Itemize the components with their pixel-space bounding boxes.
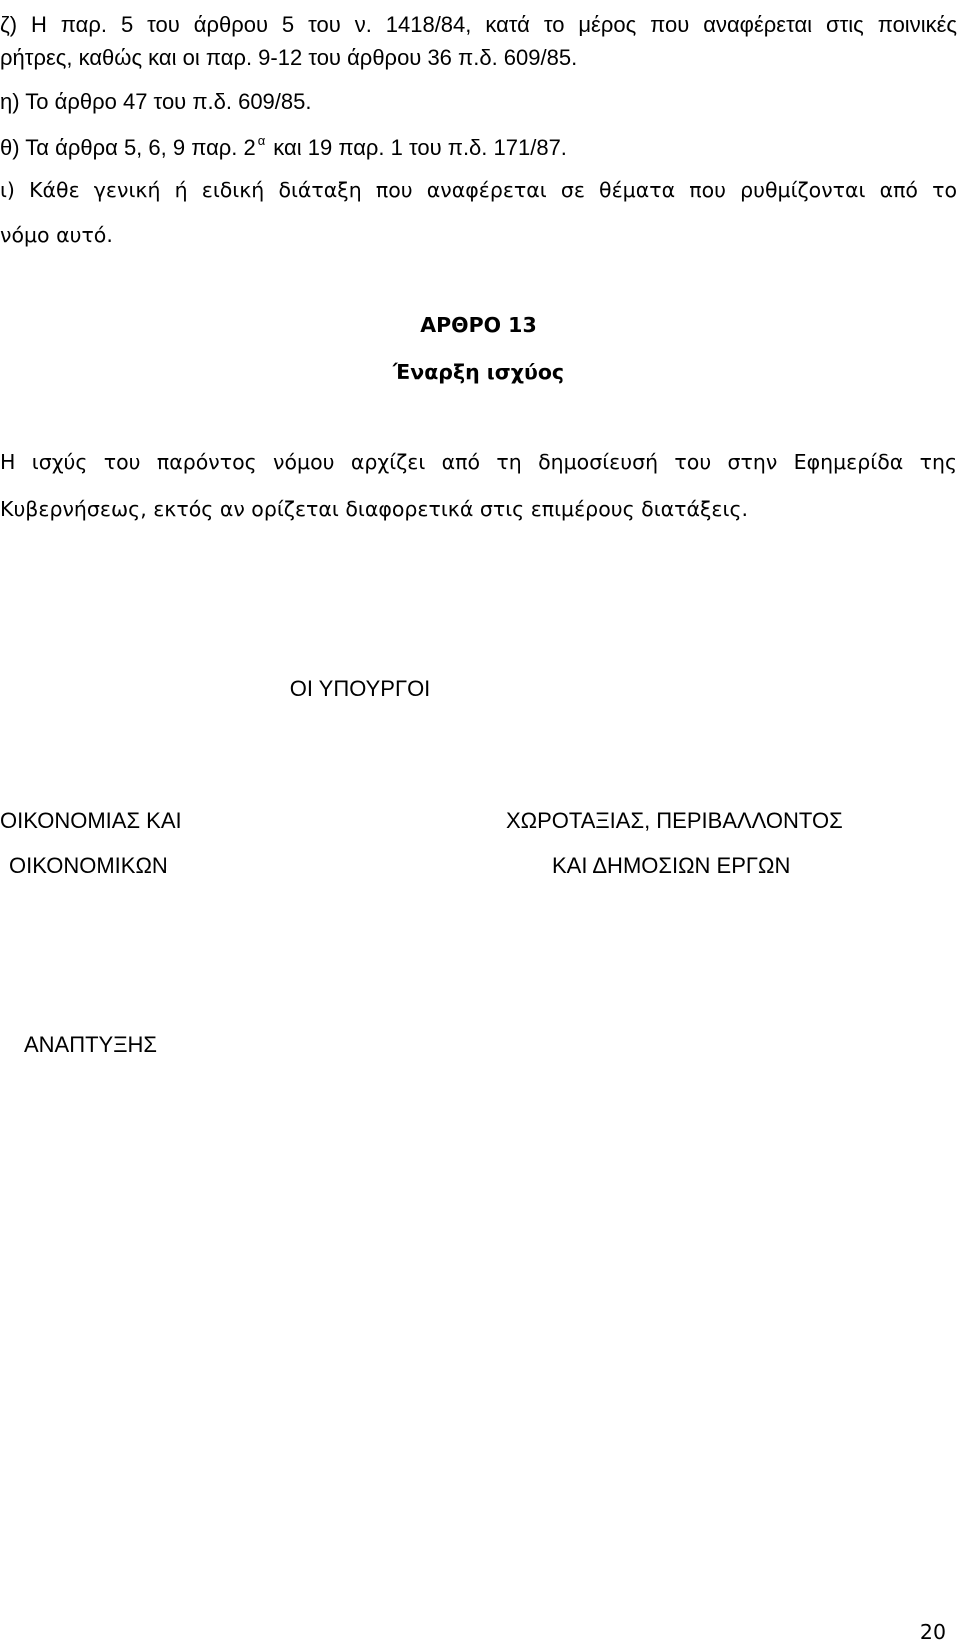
paragraph-theta-after: και 19 παρ. 1 του π.δ. 171/87. [273, 135, 567, 160]
article-heading: ΑΡΘΡΟ 13 [420, 313, 537, 337]
paragraph-theta-superscript: α [257, 133, 266, 148]
paragraph-zeta-line1: ζ) Η παρ. 5 του άρθρου 5 του ν. 1418/84, κατά το μέρος που αναφέρεται στις ποινικές [0, 12, 957, 37]
paragraph-theta-before: θ) Τα άρθρα 5, 6, 9 παρ. 2 [0, 135, 256, 160]
signature-right-line2: ΚΑΙ ΔΗΜΟΣΙΩΝ ΕΡΓΩΝ [552, 853, 791, 878]
paragraph-eta: η) Το άρθρο 47 του π.δ. 609/85. [0, 89, 312, 114]
signature-left-line2: ΟΙΚΟΝΟΜΙΚΩΝ [9, 853, 168, 878]
paragraph-theta [0, 133, 567, 161]
signature-bottom: ΑΝΑΠΤΥΞΗΣ [24, 1032, 158, 1057]
page-number: 20 [919, 1620, 946, 1644]
article-body-line2: Κυβερνήσεως, εκτός αν ορίζεται διαφορετικά στις επιμέρους διατάξεις. [0, 497, 748, 521]
article-subheading: Έναρξη ισχύος [392, 360, 565, 384]
ministers-title: ΟΙ ΥΠΟΥΡΓΟΙ [289, 676, 431, 701]
signature-left-line1: ΟΙΚΟΝΟΜΙΑΣ ΚΑΙ [0, 808, 182, 833]
paragraph-iota-line2: νόμο αυτό. [0, 223, 113, 247]
paragraph-zeta-line2: ρήτρες, καθώς και οι παρ. 9-12 του άρθρου 36 π.δ. 609/85. [0, 45, 578, 70]
signature-right-line1: ΧΩΡΟΤΑΞΙΑΣ, ΠΕΡΙΒΑΛΛΟΝΤΟΣ [506, 808, 843, 833]
paragraph-iota-line1: ι) Κάθε γενική ή ειδική διάταξη που αναφέρεται σε θέματα που ρυθμίζονται από το [0, 178, 957, 202]
article-body-line1: Η ισχύς του παρόντος νόμου αρχίζει από τη δημοσίευσή του στην Εφημερίδα της [0, 450, 957, 474]
